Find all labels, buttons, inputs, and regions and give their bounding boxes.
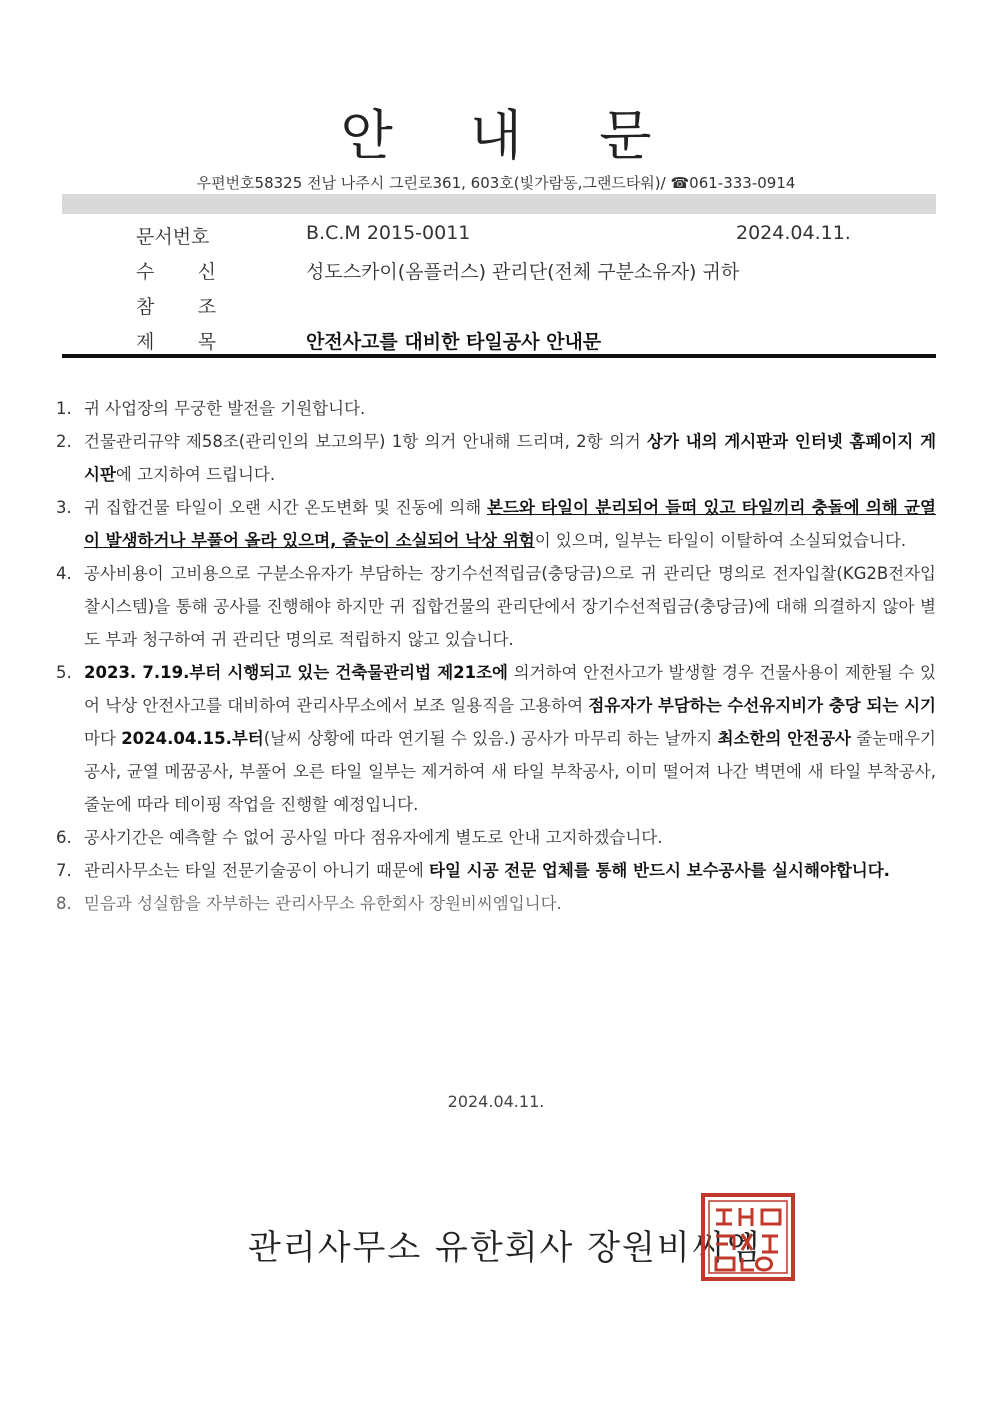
- reference-label: 참 조: [136, 296, 216, 318]
- list-item: 8. 믿음과 성실함을 자부하는 관리사무소 유한회사 장원비씨엠입니다.: [56, 894, 562, 913]
- address-line: 우편번호58325 전남 나주시 그린로361, 603호(빛가람동,그랜드타워)/ ☎061-333-0914: [196, 174, 796, 192]
- notice-items: [56, 392, 936, 920]
- document-title: 안 내 문: [340, 104, 682, 167]
- subject: 안전사고를 대비한 타일공사 안내문: [306, 331, 602, 353]
- list-item: 4. 공사비용이 고비용으로 구분소유자가 부담하는 장기수선적립금(충당금)으로 귀 관리단 명의로 전자입찰(KG2B전자입찰시스템)을 통해 공사를 진행해야 하지만 귀 집합건물의 관리단에서 장기수선적립금(충당금)에 대해 의결하지 않아 별도 부과 청구하여 귀 관리단 명의로 적립하지 않고 있습니다.: [56, 564, 936, 649]
- signer-name: 관리사무소 유한회사 장원비씨엠: [248, 1228, 762, 1268]
- header-rule: [62, 354, 936, 358]
- list-item: 3. 귀 집합건물 타일이 오랜 시간 온도변화 및 진동에 의해 본드와 타일이 분리되어 들떠 있고 타일끼리 충돌에 의해 균열이 발생하거나 부풀어 올라 있으며, 줄눈이 소실되어 낙상 위험이 있으며, 일부는 타일이 이탈하여 소실되었습니다.: [56, 498, 936, 550]
- doc-number: B.C.M 2015-0011: [306, 222, 471, 244]
- list-item: 5. 2023. 7.19.부터 시행되고 있는 건축물관리법 제21조에 의거하여 안전사고가 발생할 경우 건물사용이 제한될 수 있어 낙상 안전사고를 대비하여 관리사무소에서 보조 일용직을 고용하여 점유자가 부담하는 수선유지비가 충당 되는 시기마다 2024.04.15.부터(날씨 상황에 따라 연기될 수 있음.) 공사가 마무리 하는 날까지 최소한의 안전공사 줄눈매우기공사, 균열 메꿈공사, 부풀어 오른 타일 일부는 제거하여 새 타일 부착공사, 이미 떨어져 나간 벽면에 새 타일 부착공사, 줄눈에 따라 테이핑 작업을 진행할 예정입니다.: [56, 663, 936, 814]
- list-item: 7. 관리사무소는 타일 전문기술공이 아니기 때문에 타일 시공 전문 업체를 통해 반드시 보수공사를 실시해야합니다.: [56, 861, 890, 880]
- list-item: 2. 건물관리규약 제58조(관리인의 보고의무) 1항 의거 안내해 드리며, 2항 의거 상가 내의 게시판과 인터넷 홈페이지 게시판에 고지하여 드립니다.: [56, 432, 937, 484]
- header-bar: [62, 194, 936, 214]
- footer-date: 2024.04.11.: [447, 1092, 545, 1111]
- list-item: 1. 귀 사업장의 무궁한 발전을 기원합니다.: [56, 399, 366, 418]
- company-seal-icon: [700, 1192, 796, 1282]
- doc-number-label: 문서번호: [136, 226, 210, 248]
- subject-label: 제 목: [136, 331, 216, 353]
- recipient-label: 수 신: [136, 261, 216, 283]
- list-item: 6. 공사기간은 예측할 수 없어 공사일 마다 점유자에게 별도로 안내 고지하겠습니다.: [56, 828, 663, 847]
- recipient: 성도스카이(옴플러스) 관리단(전체 구분소유자) 귀하: [306, 261, 740, 283]
- doc-date: 2024.04.11.: [736, 222, 851, 244]
